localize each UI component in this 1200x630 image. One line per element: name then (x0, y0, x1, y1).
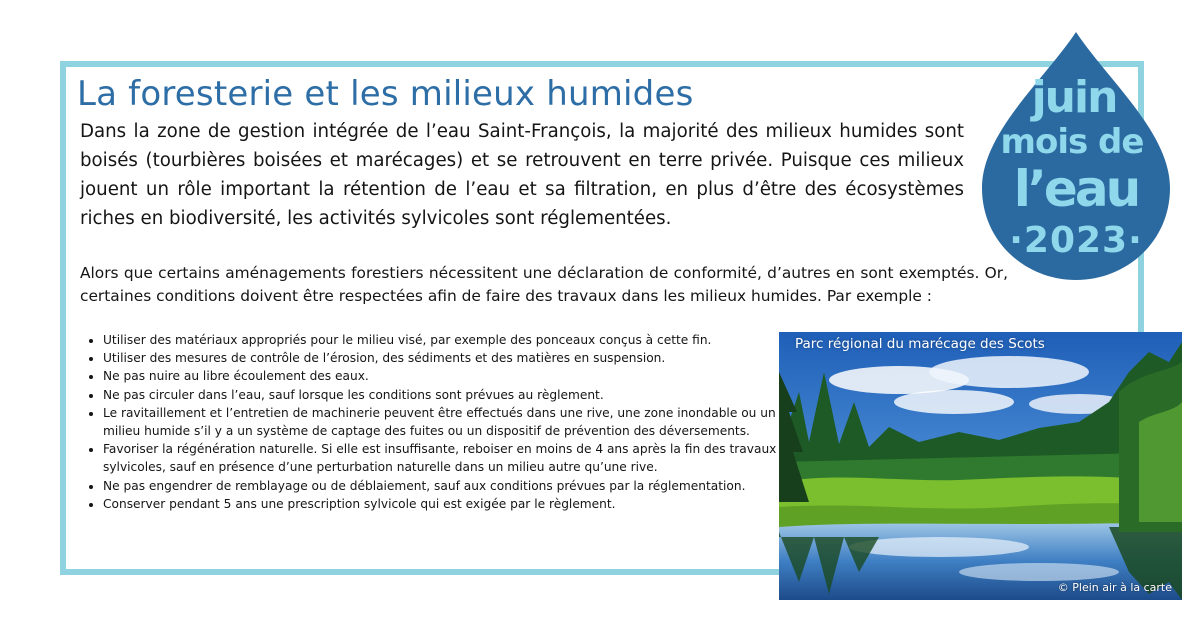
logo-year-text: ·2023· (1009, 220, 1143, 261)
regulation-paragraph: Alors que certains aménagements forestiers nécessitent une déclaration de conformité, d’autres en sont exemptés. Or, certaines conditions doivent être respectées afin de faire des travaux dans les milieux humides. Par exemple : (80, 264, 1008, 305)
water-drop-logo (976, 28, 1176, 284)
marsh-photo (779, 332, 1182, 600)
list-item: • Ne pas engendrer de remblayage ou de déblaiement, sauf aux conditions prévues par la réglementation. (103, 477, 793, 495)
marsh-landscape-image (779, 332, 1182, 600)
page-title: La foresterie et les milieux humides (77, 74, 694, 114)
list-item: • Utiliser des matériaux appropriés pour le milieu visé, par exemple des ponceaux conçus à cette fin. (103, 331, 793, 349)
juin-mois-de-leau-logo (976, 28, 1176, 284)
list-item: • Favoriser la régénération naturelle. Si elle est insuffisante, reboiser en moins de 4 ans après la fin des travaux sylvicoles, sauf en présence d’une perturbation naturelle dans un milieu autre qu’une rive. (103, 440, 793, 476)
logo-leau-text: l’eau (1013, 160, 1139, 218)
list-item: • Ne pas nuire au libre écoulement des eaux. (103, 367, 793, 385)
intro-paragraph: Dans la zone de gestion intégrée de l’eau Saint-François, la majorité des milieux humides sont boisés (tourbières boisées et marécages) et se retrouvent en terre privée. Puisque ces milieux jouent un rôle important la rétention de l’eau et sa filtration, en plus d’être des écosystèmes riches en biodiversité, les activités sylvicoles sont réglementées. (80, 121, 964, 229)
list-item: • Conserver pendant 5 ans une prescription sylvicole qui est exigée par le règlement. (103, 495, 793, 513)
conditions-list (82, 331, 793, 513)
logo-juin-text: juin (1031, 72, 1117, 123)
list-item: • Utiliser des mesures de contrôle de l’érosion, des sédiments et des matières en suspension. (103, 349, 793, 367)
photo-caption: Parc régional du marécage des Scots (795, 336, 1045, 352)
list-item: • Le ravitaillement et l’entretien de machinerie peuvent être effectués dans une rive, une zone inondable ou un milieu humide s’il y a un système de captage des fuites ou un dispositif de prévention des déversements. (103, 404, 793, 440)
logo-mois-de-text: mois de (1000, 122, 1144, 162)
photo-credit: © Plein air à la carte (1057, 581, 1172, 594)
list-item: • Ne pas circuler dans l’eau, sauf lorsque les conditions sont prévues au règlement. (103, 386, 793, 404)
